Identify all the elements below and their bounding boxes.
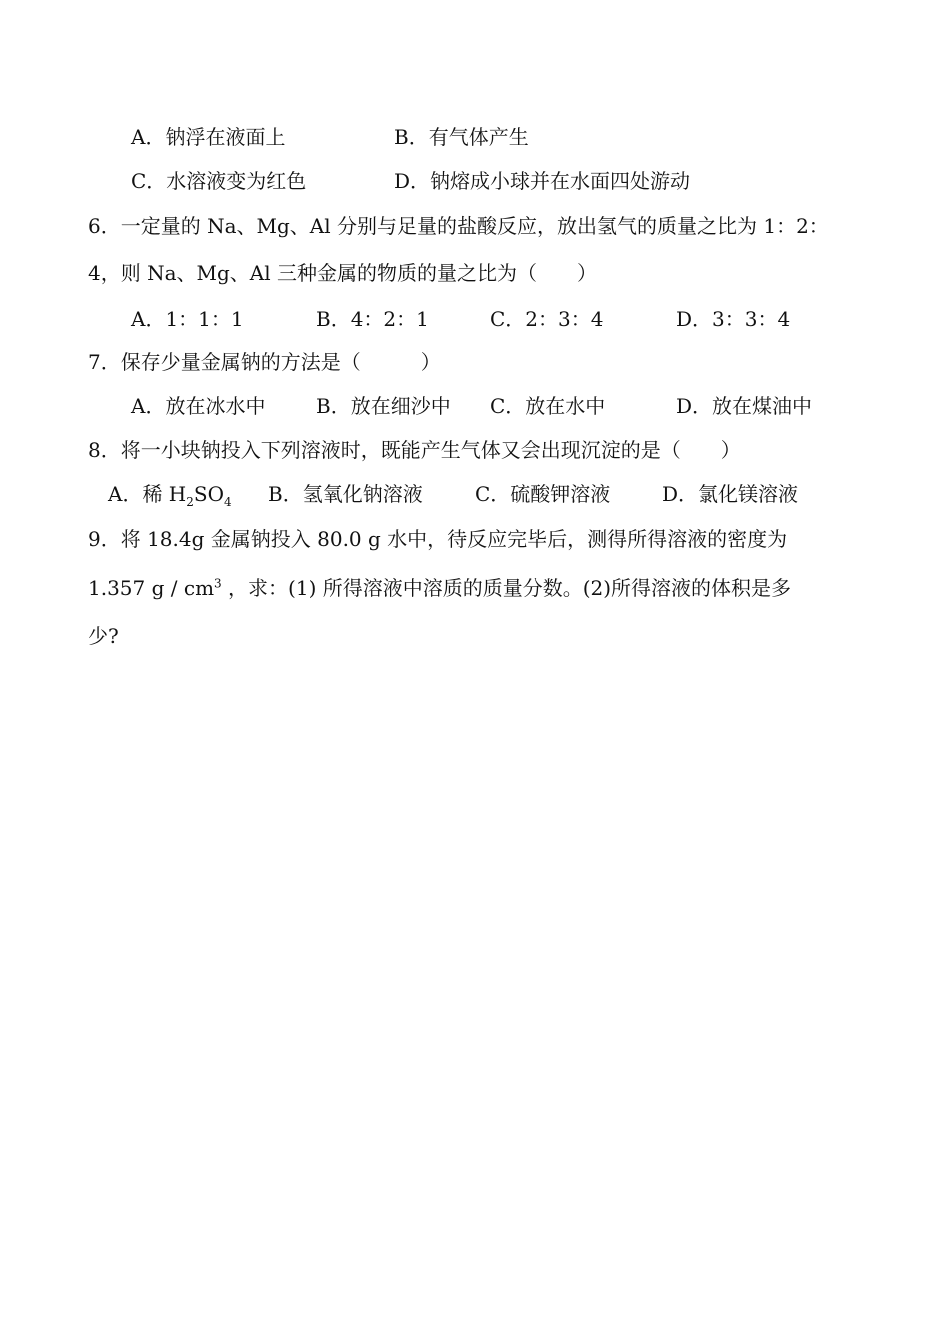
q6-stem-line1: 6．一定量的 Na、Mg、Al 分别与足量的盐酸反应，放出氢气的质量之比为 1：2： — [88, 214, 829, 238]
q8-option-c: C．硫酸钾溶液 — [475, 482, 611, 506]
q6-option-c: C．2：3：4 — [490, 307, 604, 331]
q5-option-c: C．水溶液变为红色 — [131, 169, 307, 193]
q7-option-c: C．放在水中 — [490, 394, 606, 418]
q5-option-b: B．有气体产生 — [394, 125, 529, 149]
q8-option-a-sub1: 2 — [186, 495, 194, 509]
q6-option-b: B．4：2：1 — [316, 307, 429, 331]
q9-line2-sup: 3 — [214, 576, 222, 591]
q7-option-a: A．放在冰水中 — [131, 394, 266, 418]
q6-stem-line2: 4，则 Na、Mg、Al 三种金属的物质的量之比为（ ） — [88, 261, 597, 285]
q8-option-a — [108, 480, 232, 508]
q6-option-a: A．1：1：1 — [131, 307, 244, 331]
q8-option-b: B．氢氧化钠溶液 — [268, 482, 423, 506]
q9-stem-line1: 9．将 18.4g 金属钠投入 80.0 g 水中，待反应完毕后，测得所得溶液的密度为 — [88, 527, 788, 551]
q9-line2-suffix: ，求：(1) 所得溶液中溶质的质量分数。(2)所得溶液的体积是多 — [221, 576, 792, 600]
q8-option-a-prefix: A．稀 H — [108, 482, 187, 506]
q8-stem: 8．将一小块钠投入下列溶液时，既能产生气体又会出现沉淀的是（ ） — [88, 438, 741, 462]
q8-option-a-sub2: 4 — [224, 495, 232, 509]
q9-line2-prefix: 1.357 g / cm — [88, 576, 215, 600]
q8-option-a-mid: SO — [193, 482, 224, 506]
q6-option-d: D．3：3：4 — [676, 307, 791, 331]
q5-option-a: A．钠浮在液面上 — [131, 125, 286, 149]
q7-stem: 7．保存少量金属钠的方法是（ ） — [88, 350, 441, 374]
q7-option-d: D．放在煤油中 — [676, 394, 813, 418]
q9-stem-line3: 少? — [88, 624, 119, 648]
q8-option-d: D．氯化镁溶液 — [662, 482, 799, 506]
q5-option-d: D．钠熔成小球并在水面四处游动 — [394, 169, 691, 193]
q7-option-b: B．放在细沙中 — [316, 394, 451, 418]
q9-stem-line2 — [88, 574, 791, 602]
